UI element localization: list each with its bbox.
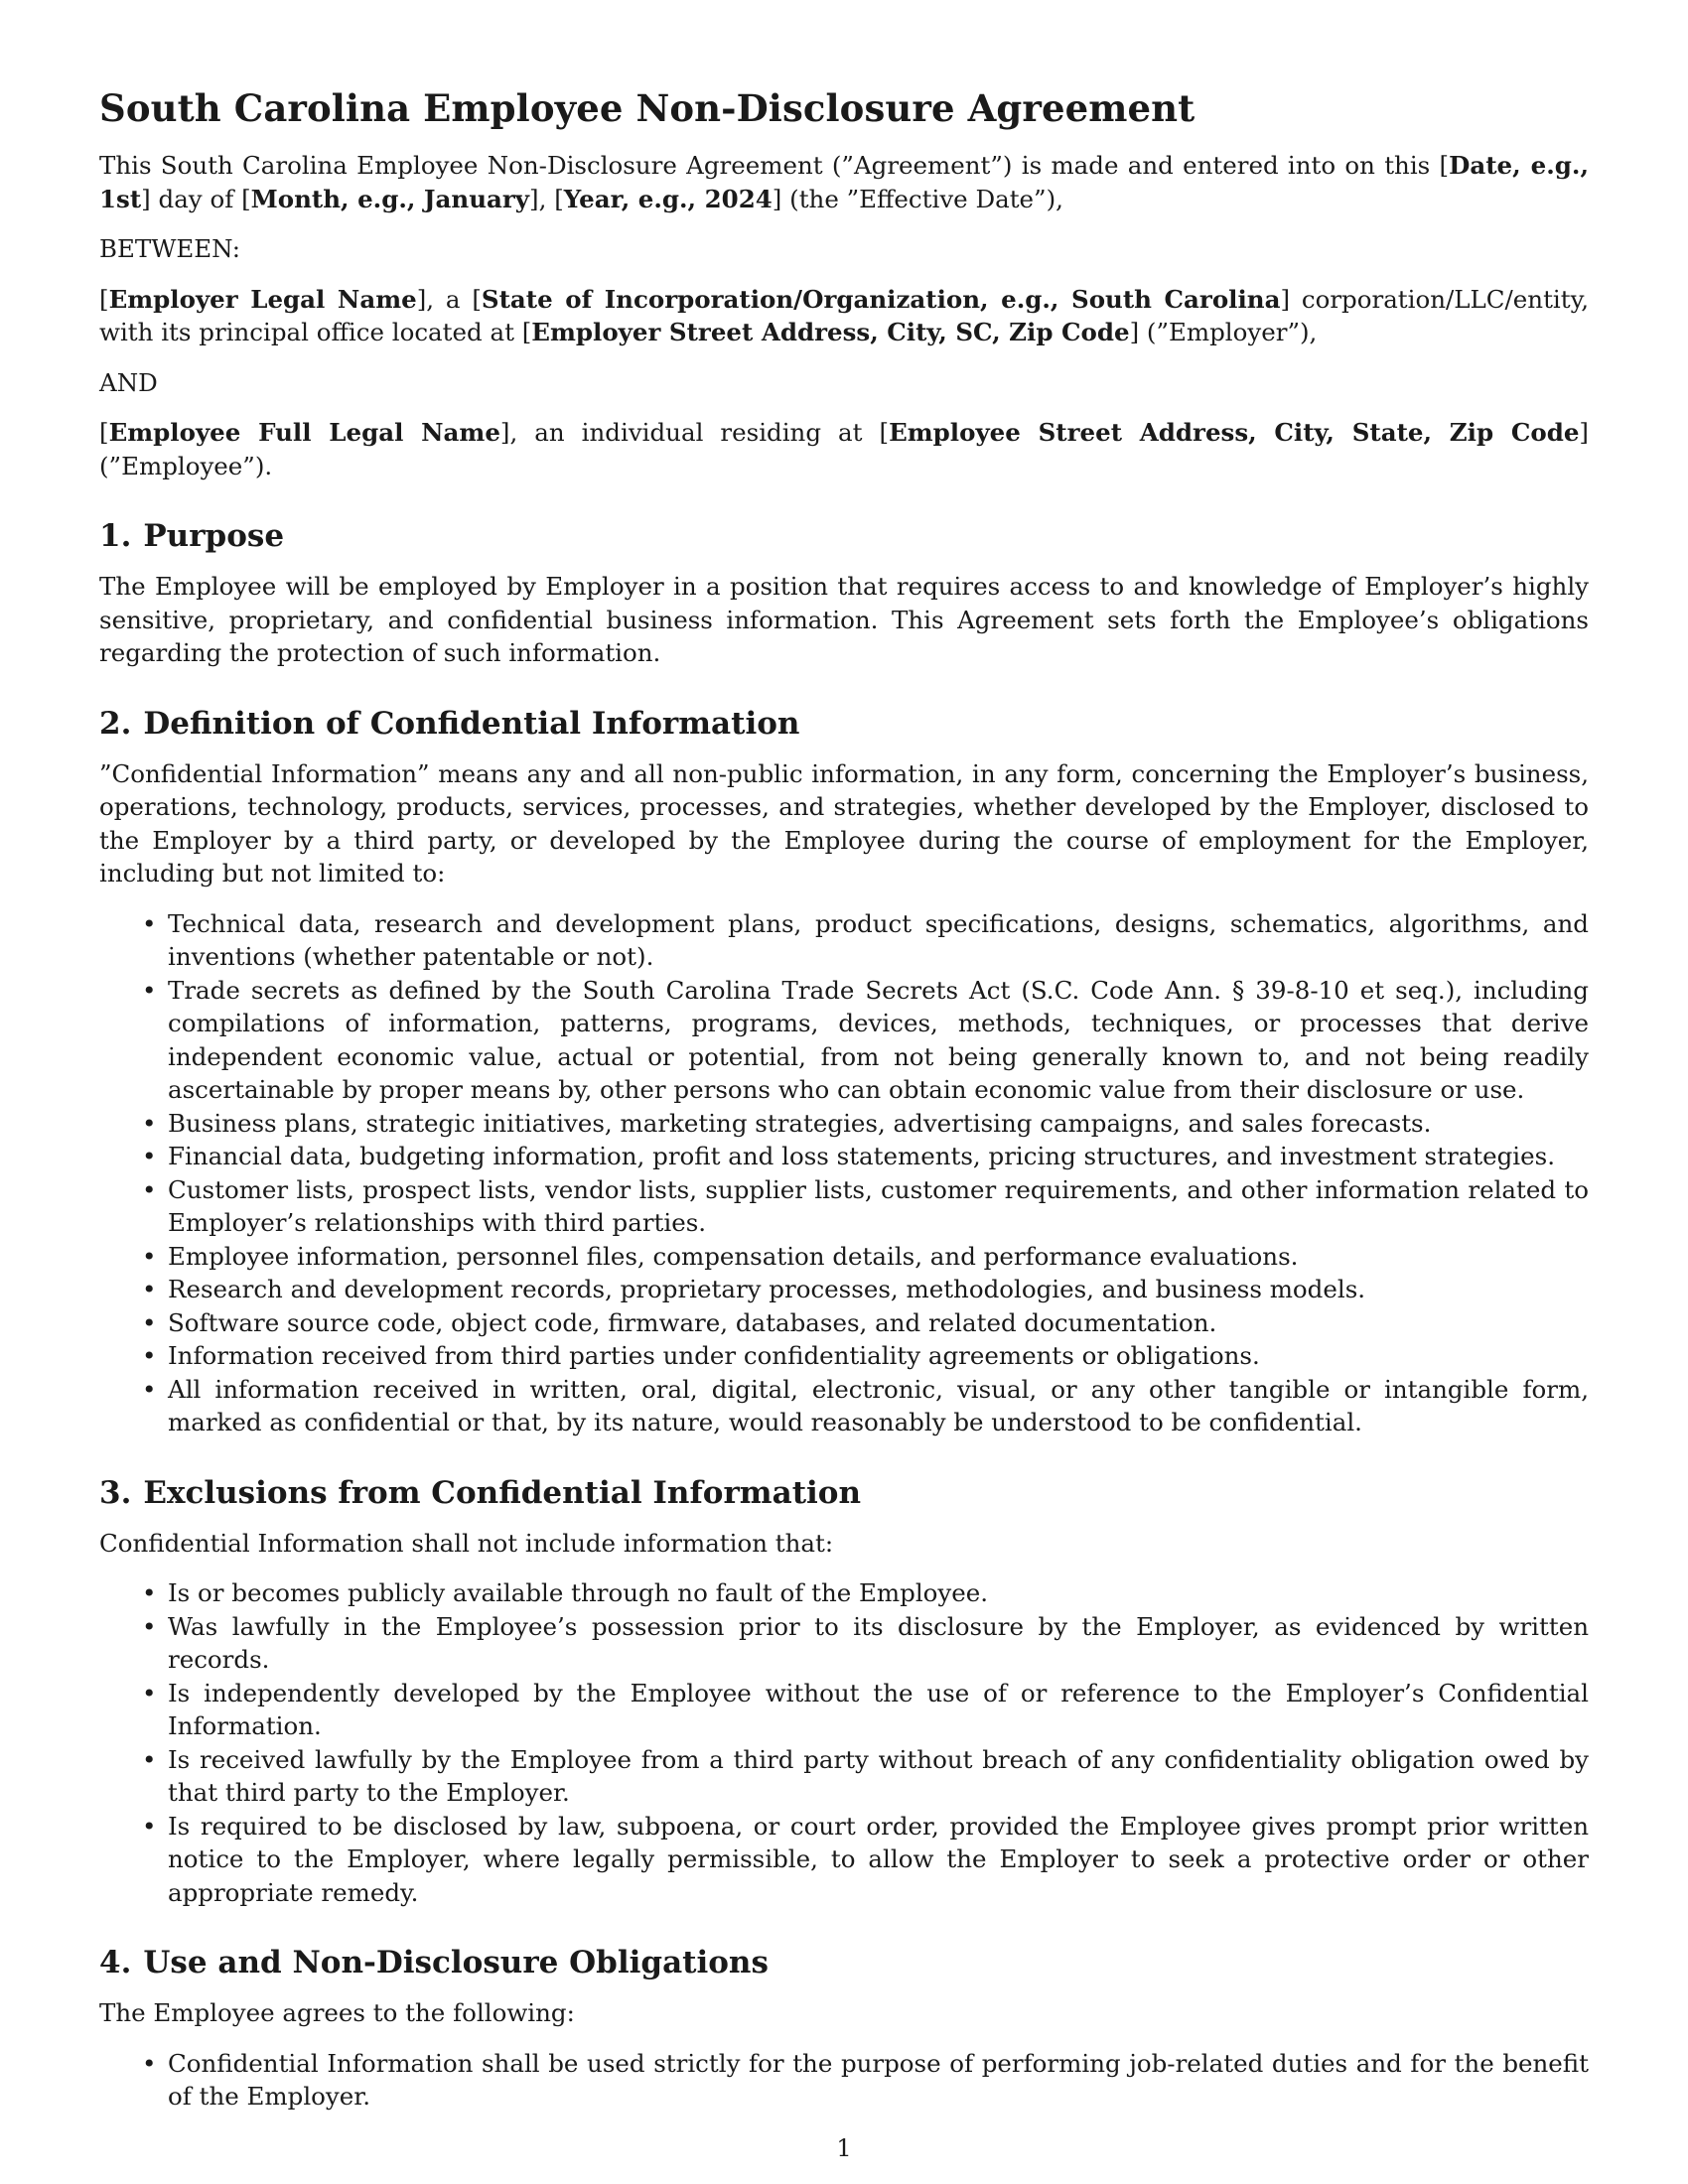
- employee-text-1: , an individual residing at: [509, 418, 880, 447]
- purpose-paragraph: The Employee will be employed by Employer in a position that requires access to and knowledge of Employer’s highly sensitive, proprietary, and confidential business information. This Agreement sets forth the Employee’s obligations regarding the protection of such information.: [99, 572, 1589, 667]
- section-number: 4.: [99, 1945, 132, 1980]
- section-heading-obligations: [99, 1943, 1589, 1982]
- month-placeholder: Month, e.g., January: [250, 184, 530, 213]
- employer-address-placeholder: Employer Street Address, City, SC, Zip Code: [531, 318, 1130, 346]
- section-title: Exclusions from Confidential Information: [143, 1474, 862, 1511]
- section-number: 3.: [99, 1474, 132, 1511]
- list-item: • Trade secrets as defined by the South Carolina Trade Secrets Act (S.C. Code Ann. § 39-8-10 et seq.), including compilations of information, patterns, programs, devices, methods, techniques, or processes that derive independent economic value, actual or potential, from not being generally known to, and not being readily ascertainable by proper means by, other persons who can obtain economic value from their disclosure or use.: [168, 974, 1589, 1107]
- list-item: • Confidential Information shall be used strictly for the purpose of performing job-related duties and for the benefit of the Employer.: [168, 2047, 1589, 2114]
- section-number: 2.: [99, 705, 132, 742]
- list-item: • Is independently developed by the Employee without the use of or reference to the Employer’s Confidential Information.: [168, 1677, 1589, 1743]
- intro-paragraph: This South Carolina Employee Non-Disclosure Agreement (”Agreement”) is made and entered into on this [Date, e.g., 1st] day of [Month, e.g., January], [Year, e.g., 2024] (the ”Effective Date”),: [99, 151, 1589, 213]
- list-item: • Technical data, research and development plans, product specifications, designs, schematics, algorithms, and inventions (whether patentable or not).: [168, 907, 1589, 974]
- list-item: • Customer lists, prospect lists, vendor lists, supplier lists, customer requirements, and other information related to Employer’s relationships with third parties.: [168, 1173, 1589, 1240]
- list-item: • Information received from third parties under confidentiality agreements or obligations.: [168, 1339, 1589, 1373]
- list-item: • Financial data, budgeting information, profit and loss statements, pricing structures, and investment strategies.: [168, 1140, 1589, 1173]
- list-item: • Is required to be disclosed by law, subpoena, or court order, provided the Employee gives prompt prior written notice to the Employer, where legally permissible, to allow the Employer to seek a protective order or other appropriate remedy.: [168, 1810, 1589, 1910]
- definition-list: [99, 907, 1589, 1439]
- year-placeholder: Year, e.g., 2024: [563, 184, 773, 213]
- employer-text-1: , a: [426, 284, 473, 314]
- and-label: AND: [99, 367, 158, 397]
- employer-name-placeholder: Employer Legal Name: [108, 284, 417, 314]
- page-number: 1: [836, 2134, 852, 2162]
- intro-text-1: This South Carolina Employee Non-Disclosure Agreement (”Agreement”) is made and entered into on this: [99, 151, 1440, 180]
- intro-text-4: (the ”Effective Date”),: [781, 184, 1063, 213]
- obligations-paragraph: The Employee agrees to the following:: [99, 1998, 575, 2027]
- document-title: South Carolina Employee Non-Disclosure Agreement: [99, 86, 1196, 130]
- section-title: Definition of Confidential Information: [143, 705, 800, 742]
- employer-paragraph: [Employer Legal Name], a [State of Incorporation/Organization, e.g., South Carolina] corporation/LLC/entity, with its principal office located at [Employer Street Address, City, SC, Zip Code] (”Employer”),: [99, 284, 1589, 346]
- list-item: • Is received lawfully by the Employee from a third party without breach of any confidentiality obligation owed by that third party to the Employer.: [168, 1743, 1589, 1810]
- section-title: Use and Non-Disclosure Obligations: [143, 1945, 769, 1980]
- list-item: • Business plans, strategic initiatives, marketing strategies, advertising campaigns, and sales forecasts.: [168, 1107, 1589, 1141]
- section-heading-exclusions: [99, 1473, 1589, 1513]
- employee-text-2: (”Employee”).: [99, 451, 273, 480]
- section-title: Purpose: [143, 518, 285, 554]
- list-item: • Software source code, object code, firmware, databases, and related documentation.: [168, 1306, 1589, 1340]
- list-item: • Was lawfully in the Employee’s possession prior to its disclosure by the Employer, as evidenced by written records.: [168, 1610, 1589, 1677]
- employee-name-placeholder: Employee Full Legal Name: [108, 418, 500, 447]
- list-item: • Is or becomes publicly available through no fault of the Employee.: [168, 1576, 1589, 1610]
- employee-paragraph: [Employee Full Legal Name], an individual residing at [Employee Street Address, City, State, Zip Code] (”Employee”).: [99, 418, 1589, 480]
- exclusions-paragraph: Confidential Information shall not include information that:: [99, 1528, 834, 1558]
- obligations-list: [99, 2047, 1589, 2114]
- list-item: • Research and development records, proprietary processes, methodologies, and business models.: [168, 1273, 1589, 1306]
- section-heading-definition: [99, 704, 1589, 744]
- list-item: • All information received in written, oral, digital, electronic, visual, or any other tangible or intangible form, marked as confidential or that, by its nature, would reasonably be understood to be confidential.: [168, 1373, 1589, 1439]
- between-label: BETWEEN:: [99, 234, 240, 263]
- section-number: 1.: [99, 518, 132, 554]
- exclusions-list: [99, 1576, 1589, 1909]
- intro-text-2: day of: [150, 184, 242, 213]
- section-heading-purpose: [99, 516, 1589, 556]
- list-item: • Employee information, personnel files, compensation details, and performance evaluations.: [168, 1240, 1589, 1274]
- definition-paragraph: ”Confidential Information” means any and all non-public information, in any form, concerning the Employer’s business, operations, technology, products, services, processes, and strategies, whether developed by the Employer, disclosed to the Employer by a third party, or developed by the Employee during the course of employment for the Employer, including but not limited to:: [99, 758, 1589, 887]
- date-placeholder: Date, e.g., 1st: [99, 151, 1589, 213]
- employer-text-3: (”Employer”),: [1139, 318, 1318, 346]
- intro-text-3: ,: [538, 184, 555, 213]
- employer-text-2: corporation/LLC/entity, with its principal office located at: [99, 284, 1589, 346]
- document-page: [99, 85, 1589, 2129]
- employer-state-placeholder: State of Incorporation/Organization, e.g., South Carolina: [481, 284, 1281, 314]
- employee-address-placeholder: Employee Street Address, City, State, Zip Code: [889, 418, 1580, 447]
